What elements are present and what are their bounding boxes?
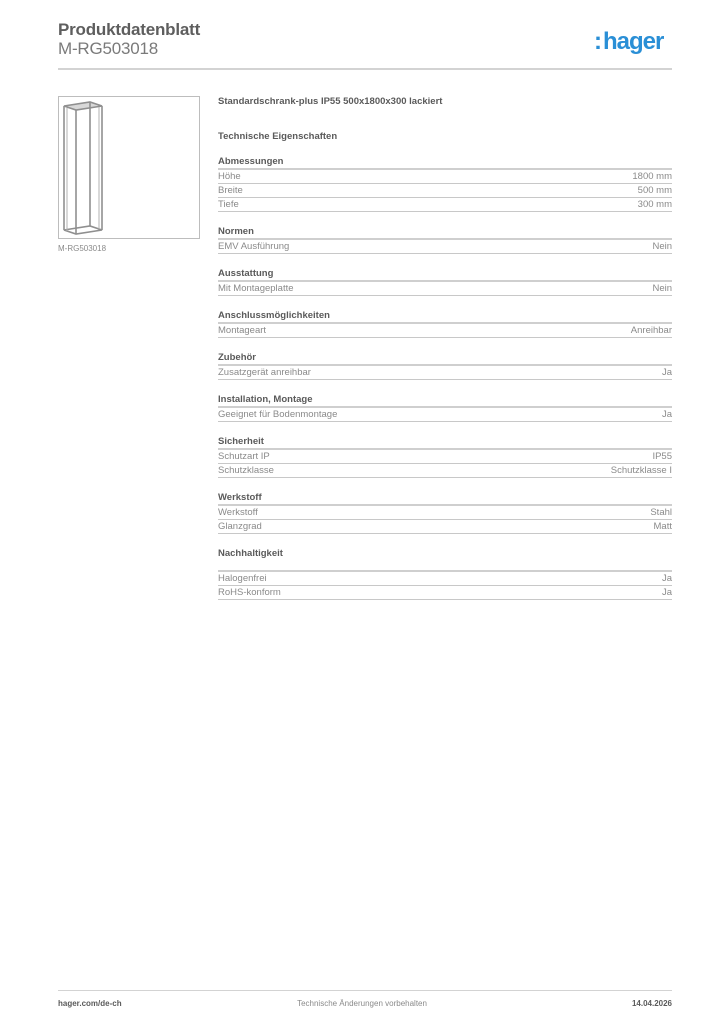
- property-label: Schutzart IP: [218, 451, 270, 462]
- property-value: Ja: [661, 367, 672, 378]
- property-label: Halogenfrei: [218, 573, 267, 584]
- property-value: 500 mm: [637, 185, 672, 196]
- section-title: Nachhaltigkeit: [218, 548, 672, 572]
- technical-properties-title: Technische Eigenschaften: [218, 131, 338, 142]
- property-row: [218, 464, 672, 478]
- section-sicherheit: [218, 436, 672, 478]
- property-label: Mit Montageplatte: [218, 283, 294, 294]
- property-label: Glanzgrad: [218, 521, 262, 532]
- property-label: Höhe: [218, 171, 241, 182]
- section-title: Werkstoff: [218, 492, 672, 506]
- header-divider: [58, 68, 672, 70]
- property-row: [218, 450, 672, 464]
- property-row: [218, 572, 672, 586]
- property-value: 300 mm: [637, 199, 672, 210]
- footer-website: hager.com/de-ch: [58, 999, 122, 1008]
- property-label: Breite: [218, 185, 243, 196]
- image-caption: M-RG503018: [58, 244, 107, 253]
- property-value: 1800 mm: [632, 171, 672, 182]
- product-image: [58, 96, 200, 239]
- product-details: [218, 96, 672, 600]
- footer-date: 14.04.2026: [631, 999, 672, 1008]
- property-row: [218, 184, 672, 198]
- hager-logo: [594, 28, 663, 56]
- property-label: RoHS-konform: [218, 587, 281, 598]
- property-row: [218, 506, 672, 520]
- property-label: Schutzklasse: [218, 465, 274, 476]
- property-row: [218, 586, 672, 600]
- section-zubehoer: [218, 352, 672, 380]
- property-value: Matt: [653, 521, 672, 532]
- section-normen: [218, 226, 672, 254]
- property-row: [218, 240, 672, 254]
- section-anschlussmoeglichkeiten: [218, 310, 672, 338]
- property-row: [218, 408, 672, 422]
- logo-text: hager: [603, 28, 664, 55]
- section-nachhaltigkeit: [218, 548, 672, 600]
- section-abmessungen: [218, 156, 672, 212]
- property-label: Montageart: [218, 325, 267, 336]
- property-value: Anreihbar: [630, 325, 672, 336]
- property-row: [218, 282, 672, 296]
- property-label: Zusatzgerät anreihbar: [218, 367, 311, 378]
- section-title: Anschlussmöglichkeiten: [218, 310, 672, 324]
- property-value: Ja: [661, 573, 672, 584]
- article-number: M-RG503018: [58, 39, 159, 58]
- logo-colon-icon: :: [594, 28, 602, 55]
- property-value: Stahl: [650, 507, 672, 518]
- section-title: Sicherheit: [218, 436, 672, 450]
- section-installation-montage: [218, 394, 672, 422]
- property-value: Ja: [661, 587, 672, 598]
- section-title: Normen: [218, 226, 672, 240]
- property-value: Nein: [652, 283, 672, 294]
- document-title: Produktdatenblatt: [58, 20, 201, 39]
- footer-divider: [58, 990, 672, 991]
- property-value: IP55: [652, 451, 672, 462]
- footer-disclaimer: Technische Änderungen vorbehalten: [297, 999, 427, 1008]
- property-row: [218, 520, 672, 534]
- section-ausstattung: [218, 268, 672, 296]
- property-label: Geeignet für Bodenmontage: [218, 409, 338, 420]
- property-row: [218, 198, 672, 212]
- property-label: EMV Ausführung: [218, 241, 290, 252]
- section-werkstoff: [218, 492, 672, 534]
- cabinet-frame-icon: [59, 97, 199, 238]
- property-value: Ja: [661, 409, 672, 420]
- property-value: Nein: [652, 241, 672, 252]
- property-row: [218, 324, 672, 338]
- section-title: Ausstattung: [218, 268, 672, 282]
- property-row: [218, 366, 672, 380]
- section-title: Abmessungen: [218, 156, 672, 170]
- product-name: Standardschrank-plus IP55 500x1800x300 lackiert: [218, 96, 443, 107]
- property-label: Werkstoff: [218, 507, 258, 518]
- section-title: Zubehör: [218, 352, 672, 366]
- property-value: Schutzklasse I: [610, 465, 672, 476]
- property-label: Tiefe: [218, 199, 239, 210]
- section-title: Installation, Montage: [218, 394, 672, 408]
- property-row: [218, 170, 672, 184]
